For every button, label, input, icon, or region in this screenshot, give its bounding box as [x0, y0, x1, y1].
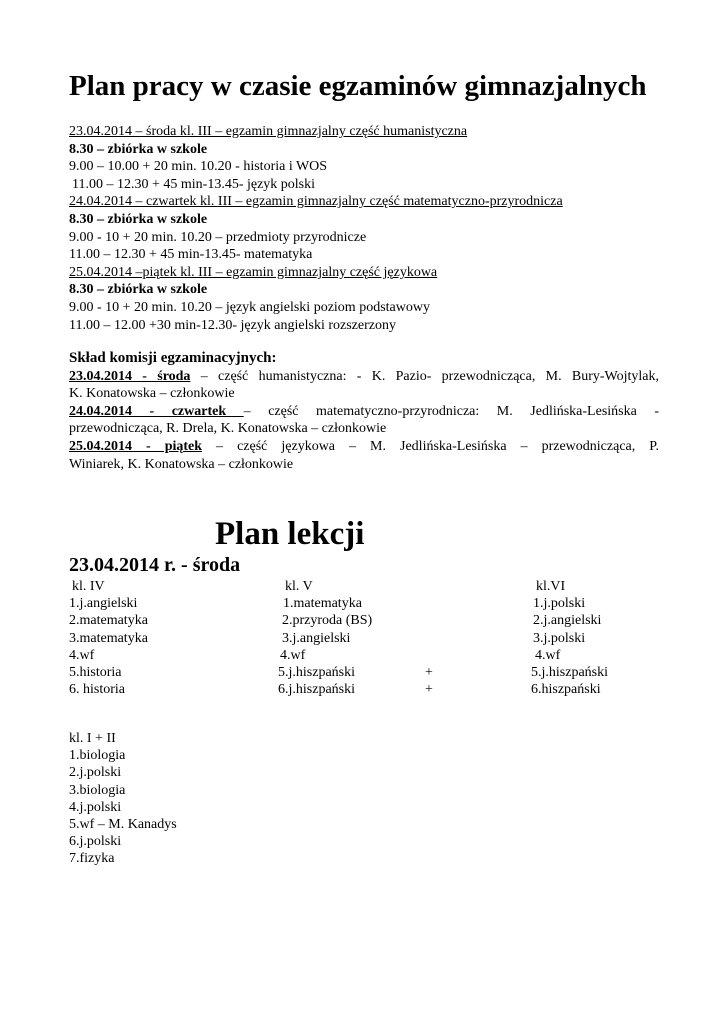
commission-section [69, 350, 659, 473]
class-schedule [69, 578, 659, 698]
commission-text: – część humanistyczna: - K. Pazio- przewodnicząca, M. Bury-Wojtylak, [190, 368, 659, 384]
lesson: 4.wf [280, 647, 306, 663]
column-header: kl.VI [536, 579, 566, 594]
schedule-row [69, 664, 659, 681]
lesson: 2.przyroda (BS) [282, 613, 373, 629]
lesson: 1.biologia [69, 748, 126, 764]
lesson: 3.j.polski [533, 630, 586, 646]
exam-gathering: 8.30 – zbiórka w szkole [69, 282, 208, 298]
schedule-row [69, 681, 659, 698]
plus-mark: + [425, 682, 433, 698]
commission-entry [69, 368, 659, 386]
commission-text: – część językowa – M. Jedlińska-Lesińska – przewodnicząca, P. [202, 438, 659, 454]
lesson: 1.matematyka [283, 596, 362, 612]
lesson: 5.historia [69, 664, 122, 680]
schedule-row [69, 612, 659, 629]
exam-session: 11.00 – 12.00 +30 min-12.30- język angielski rozszerzony [69, 317, 396, 333]
exam-header: 25.04.2014 –piątek kl. III – egzamin gimnazjalny część językowa [69, 264, 438, 280]
commission-date: 25.04.2014 - piątek [69, 438, 203, 454]
lesson: 6.j.hiszpański [278, 682, 355, 698]
exam-session: 9.00 - 10 + 20 min. 10.20 – przedmioty przyrodnicze [69, 229, 367, 245]
plan-title: Plan lekcji [215, 516, 365, 552]
commission-title: Skład komisji egzaminacyjnych: [69, 350, 277, 366]
column-header: kl. V [285, 579, 313, 594]
commission-text: przewodnicząca, R. Drela, K. Konatowska – członkowie [69, 421, 387, 437]
exam-session: 11.00 – 12.30 + 45 min-13.45- matematyka [69, 247, 313, 263]
lesson: 4.wf [69, 647, 95, 663]
class-group-schedule [69, 730, 177, 868]
schedule-row [69, 647, 659, 664]
lesson: 6. historia [69, 682, 125, 698]
lesson: 5.j.hiszpański [531, 664, 608, 680]
schedule-header-row [69, 578, 659, 595]
lesson: 1.j.angielski [69, 596, 138, 612]
lesson: 1.j.polski [533, 596, 586, 612]
page-title: Plan pracy w czasie egzaminów gimnazjalnych [69, 70, 647, 102]
exam-gathering: 8.30 – zbiórka w szkole [69, 211, 208, 227]
lesson: 6.j.polski [69, 834, 122, 850]
commission-text: – część matematyczno-przyrodnicza: M. Jedlińska-Lesińska - [243, 403, 660, 419]
lesson: 3.biologia [69, 782, 126, 798]
lesson: 2.matematyka [69, 613, 148, 629]
lesson: 3.matematyka [69, 630, 148, 646]
exam-gathering: 8.30 – zbiórka w szkole [69, 141, 208, 157]
column-header: kl. I + II [69, 731, 116, 746]
exam-session: 9.00 - 10 + 20 min. 10.20 – język angielski poziom podstawowy [69, 299, 430, 315]
exam-header: 24.04.2014 – czwartek kl. III – egzamin gimnazjalny część matematyczno-przyrodnicza [69, 194, 563, 210]
plan-day: 23.04.2014 r. - środa [69, 554, 241, 576]
column-header: kl. IV [72, 579, 105, 594]
plus-mark: + [425, 664, 433, 680]
lesson: 4.j.polski [69, 799, 122, 815]
commission-text: Winiarek, K. Konatowska – członkowie [69, 456, 294, 472]
commission-entry [69, 403, 659, 421]
lesson: 7.fizyka [69, 851, 115, 867]
exam-session: 11.00 – 12.30 + 45 min-13.45- język polski [72, 176, 316, 192]
exam-schedule [69, 123, 659, 334]
exam-session: 9.00 – 10.00 + 20 min. 10.20 - historia i WOS [69, 159, 328, 175]
lesson: 2.j.polski [69, 765, 122, 781]
lesson: 4.wf [535, 647, 561, 663]
schedule-row [69, 630, 659, 647]
lesson: 2.j.angielski [533, 613, 602, 629]
commission-date: 24.04.2014 - czwartek [69, 403, 244, 419]
lesson: 5.wf – M. Kanadys [69, 816, 177, 832]
schedule-row [69, 595, 659, 612]
exam-header: 23.04.2014 – środa kl. III – egzamin gimnazjalny część humanistyczna [69, 124, 468, 139]
commission-entry [69, 438, 659, 456]
lesson: 6.hiszpański [531, 682, 601, 698]
commission-text: K. Konatowska – członkowie [69, 386, 235, 402]
commission-date: 23.04.2014 - środa [69, 368, 191, 384]
lesson: 5.j.hiszpański [278, 664, 355, 680]
lesson: 3.j.angielski [282, 630, 351, 646]
